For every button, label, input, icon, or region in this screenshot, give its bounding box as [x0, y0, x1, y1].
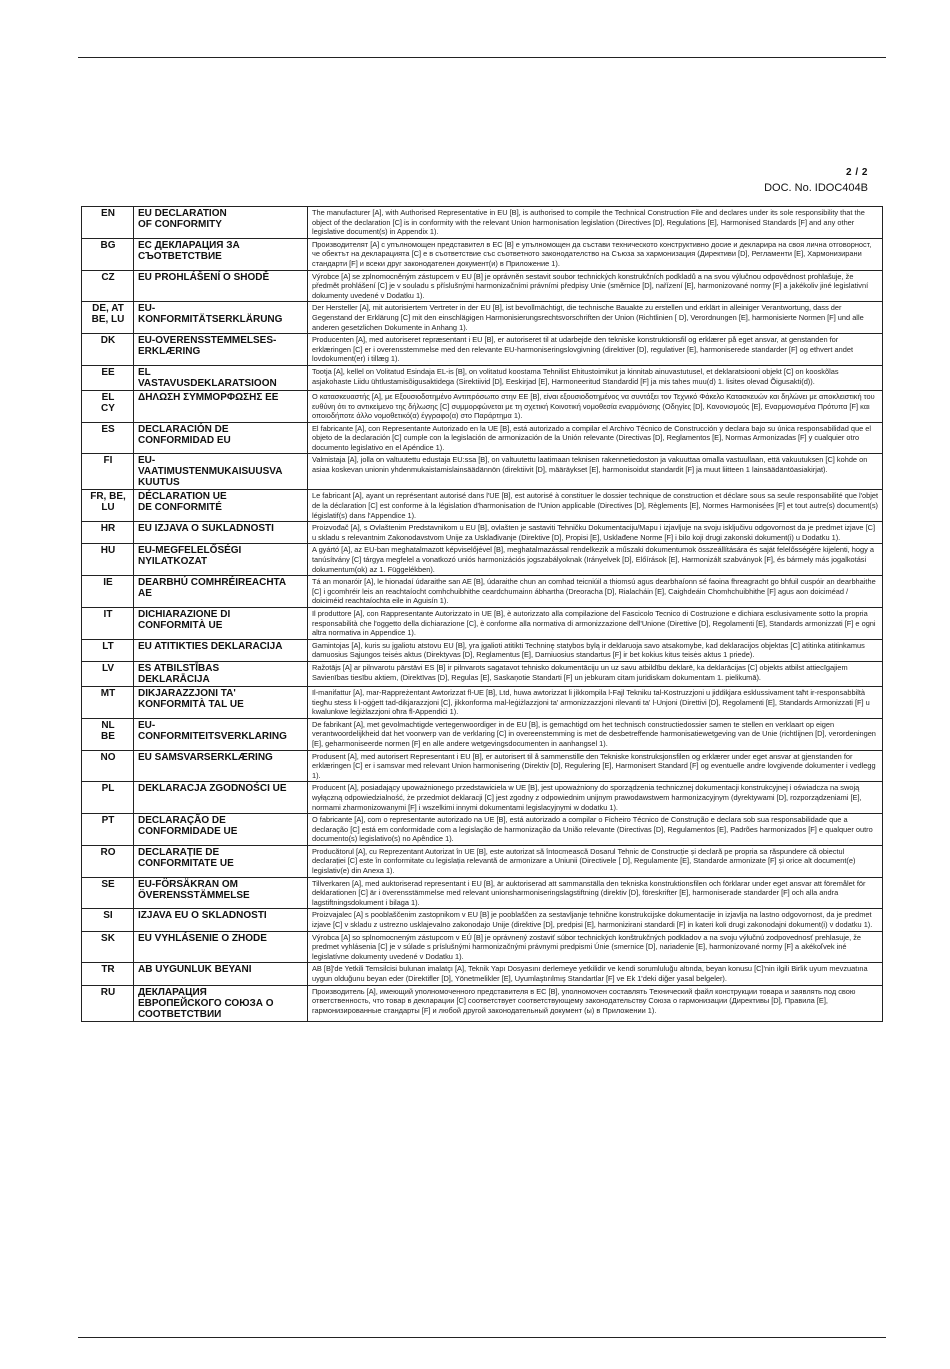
language-code: PL: [82, 782, 134, 814]
declaration-title: DECLARAȚIE DE CONFORMITATE UE: [134, 845, 308, 877]
table-row: [82, 490, 883, 522]
declaration-text: Gamintojas [A], kuris su įgaliotu atstovu EU [B], yra įgalioti atitikti Techninę statybos bylą ir deklaruoja savo atsakomybe, kad deklaracijos objektas [C] atitinka atitinkamus damuosius Sąjungos teisės aktus (Direktyvas [D], Reglamentus [E], Darniuosius standartus [F] ir bet kokius kitus teisės aktus 1 priede).: [308, 639, 883, 661]
table-row: [82, 544, 883, 576]
declaration-title: IZJAVA EU O SKLADNOSTI: [134, 909, 308, 931]
declaration-title: DICHIARAZIONE DI CONFORMITÀ UE: [134, 608, 308, 640]
declaration-text: De fabrikant [A], met gevolmachtigde vertegenwoordiger in de EU [B], is gemachtigd om het technisch constructiedossier samen te stellen en verklaart op eigen verantwoordelijkheid dat het voorwerp van de verklaring [C] in overeenstemming is met de desbetreffende harmonisatiewetgeving van de Unie (richtlijnen [D], verordeningen [E], geharmoniseerde normen [F] en alle andere wetgevingsdocumenten in aanhangsel 1).: [308, 718, 883, 750]
table-row: [82, 877, 883, 909]
declaration-text: A gyártó [A], az EU-ban meghatalmazott képviselőjével [B], meghatalmazással rendelkezik a műszaki dokumentumok összeállítására és saját felelősségére kijelenti, hogy a tanúsítvány [C] tárgya megfelel a vonatkozó uniós harmonizációs jogszabályoknak (Irányelvek [D], Előírások [E], Harmonizált szabványok [F], és bármely más jogalkotási dokumentum(ok) az 1. Függelékben).: [308, 544, 883, 576]
declaration-text: Tillverkaren [A], med auktoriserad representant i EU [B], är auktoriserad att sammanställa den tekniska konstruktionsfilen och förklarar under eget ansvar att föremålet för deklarationen [C] är i överensstämmelse med relevant unionsharmoniseringslagstiftning (direktiv [D], föreskrifter [E], harmoniserade standarder [F] och alla andra lagstiftningsdokument i bilaga 1).: [308, 877, 883, 909]
declaration-title: EU ATITIKTIES DEKLARACIJA: [134, 639, 308, 661]
declaration-text: Valmistaja [A], jolla on valtuutettu edustaja EU:ssa [B], on valtuutettu laatimaan teknisen rakennetiedoston ja vakuuttaa omalla vastuullaan, että vakuutuksen [C] kohde on asiaa koskevan unionin yhdenmukaistamislainsäädännön (direktiivit [D], määräykset [E], harmonisoidut standardit [F] ja muut liitteen 1 lainsäädäntöasiakirjat).: [308, 454, 883, 490]
table-row: [82, 390, 883, 422]
declaration-text: Der Hersteller [A], mit autorisiertem Vertreter in der EU [B], ist bevollmächtigt, die technische Bauakte zu erstellen und erklärt in alleiniger Verantwortung, dass der Gegenstand der Erklärung [C] mit den einschlägigen Harmonisierungsrechtsvorschriften der Union (Richtlinien [ D], Verordnungen [E], harmonisierte Normen [F] und alle anderen gesetzlichen Dokumente in Anhang 1).: [308, 302, 883, 334]
declaration-text: Il-manifattur [A], mar-Rappreżentant Awtorizzat fl-UE [B], Ltd, huwa awtorizzat li jikkompila l-Fajl Tekniku tal-Kostruzzjoni u jiddikjara esklussivament taħt ir-responsabbiltà tiegħu stess li l-oġġett tad-dikjarazzjoni [C], jikkonforma mal-leġiżlazzjoni ta' armonizzazzjoni rilevanti ta' l-Unjoni (Direttivi [D], Regolamenti [E], Standards Armonizzati [F] u kwalunkwe leġiżlazzjoni oħra fl-Appendiċi 1).: [308, 686, 883, 718]
declaration-text: Producent [A], posiadający upoważnionego przedstawiciela w UE [B], jest upoważniony do sporządzenia technicznej dokumentacji konstrukcyjnej i oświadcza na swoją wyłączną odpowiedzialność, że przedmiot deklaracji [C] jest zgodny z odpowiednim unijnym prawodawstwem harmonizacyjnym (dyrektywami [D], rozporządzeniami [E], normami zharmonizowanymi [F] i wszelkimi innymi dokumentami legislacyjnymi w dodatku 1).: [308, 782, 883, 814]
declaration-text: Ražotājs [A] ar pilnvarotu pārstāvi ES [B] ir pilnvarots sagatavot tehnisko dokumentāciju un uz savu atbildību deklarē, ka deklarācijas [C] objekts atbilst attiecīgajiem Savienības tiesību aktiem, (Direktīvas [D], Regulas [E], Saskaņotie Standarti [F] un jebkuram citam juridiskam dokumentam 1. pielikumā).: [308, 661, 883, 686]
language-code: EL CY: [82, 390, 134, 422]
declaration-title: DEKLARACJA ZGODNOŚCI UE: [134, 782, 308, 814]
declaration-text: Producenten [A], med autoriseret repræsentant i EU [B], er autoriseret til at udarbejde den tekniske konstruktionsfil og erklærer på eget ansvar, at genstanden for erklæringen [C] er i overensstemmelse med den relevante EU-harmoniseringslovgivning (direktiver [D], regulativer [E], harmoniserede standarder [F] og ethvert andet lovdokument(er) i tillæg 1).: [308, 334, 883, 366]
declaration-title: EU DECLARATION OF CONFORMITY: [134, 207, 308, 239]
table-row: [82, 661, 883, 686]
top-rule: [78, 57, 886, 58]
table-row: [82, 334, 883, 366]
declaration-title: EU IZJAVA O SUKLADNOSTI: [134, 522, 308, 544]
language-code: FR, BE, LU: [82, 490, 134, 522]
language-code: ES: [82, 422, 134, 454]
table-row: [82, 718, 883, 750]
declaration-title: EU- KONFORMITÄTSERKLÄRUNG: [134, 302, 308, 334]
table-row: [82, 422, 883, 454]
declaration-title: ΔΗΛΩΣΗ ΣΥΜΜΟΡΦΩΣΗΣ ΕΕ: [134, 390, 308, 422]
table-row: [82, 782, 883, 814]
language-code: LT: [82, 639, 134, 661]
declaration-title: EU- VAATIMUSTENMUKAISUUSVA KUUTUS: [134, 454, 308, 490]
table-row: [82, 238, 883, 270]
language-code: PT: [82, 814, 134, 846]
language-code: IE: [82, 576, 134, 608]
declaration-text: Proizvajalec [A] s pooblaščenim zastopnikom v EU [B] je pooblaščen za sestavljanje tehnične konstrukcijske dokumentacije in izjavlja na lastno odgovornost, da je predmet izjave [C] v skladu z ustrezno usklajevalno zakonodajo Unije (direktive [D], predpisi [E], harmonizirani standardi [F] in kateri koli drugi zakonodajni dokument(i) v dodatku 1).: [308, 909, 883, 931]
table-row: [82, 270, 883, 302]
language-code: RU: [82, 985, 134, 1021]
declaration-title: EU-FÖRSÄKRAN OM ÖVERENSSTÄMMELSE: [134, 877, 308, 909]
declarations-table: [81, 206, 883, 1022]
language-code: LV: [82, 661, 134, 686]
declaration-text: Le fabricant [A], ayant un représentant autorisé dans l'UE [B], est autorisé à constituer le dossier technique de construction et déclare sous sa seule responsabilité que l'objet de la déclaration [C] est conforme à la législation d'harmonisation de l'Union applicable (Directives [D], Règlements [E], Normes Harmonisées [F] et tout autre(s) document(s) législatif(s) dans l'Appendice 1).: [308, 490, 883, 522]
declaration-text: Производитель [A], имеющий уполномоченного представителя в ЕС [B], уполномочен составлять Технический файл конструкции товара и заявлять под свою ответственность, что товар в декларации [C] соответствует соответствующему законодательству Союза о гармонизации (Директивы [D], Правила [E], гармонизированные стандарты [F] и любой другой законодательный документ (ы) в Приложении 1).: [308, 985, 883, 1021]
language-code: EN: [82, 207, 134, 239]
table-row: [82, 985, 883, 1021]
language-code: HR: [82, 522, 134, 544]
declarations-table-body: [82, 207, 883, 1022]
declaration-text: O fabricante [A], com o representante autorizado na UE [B], está autorizado a compilar o Ficheiro Técnico de Construção e declara sob sua responsabilidade que a declaração [C] está em conformidade com a legislação de harmonização da União relevante (Directivas [D], Regulamentos [E], Padrões harmonizados [F] e qualquer outro documento(s) legislativo(s) no Apêndice 1).: [308, 814, 883, 846]
language-code: DE, AT BE, LU: [82, 302, 134, 334]
table-row: [82, 909, 883, 931]
declaration-text: Производителят [A] с упълномощен представител в ЕС [B] е упълномощен да състави техническото конструктивно досие и декларира на своя лична отговорност, че обектът на декларацията [C] е в съответствие със съответното законодателство на Съюза за хармонизация (Директиви [D], Регламенти [E], Хармонизирани стандарти [F] и всеки друг законодателен документ(и) в Приложение 1).: [308, 238, 883, 270]
table-row: [82, 931, 883, 963]
declaration-title: AB UYGUNLUK BEYANI: [134, 963, 308, 985]
declaration-title: DECLARAÇÃO DE CONFORMIDADE UE: [134, 814, 308, 846]
language-code: FI: [82, 454, 134, 490]
declaration-text: Producătorul [A], cu Reprezentant Autorizat în UE [B], este autorizat să întocmească Dosarul Tehnic de Construcție și declară pe propria sa răspundere că obiectul declarației [C] este în conformitate cu legislația relevantă de armonizare a Uniunii (Directivele [ D], Regulamente [E], Standarde armonizate [F] și orice alt document(e) legislativ(e) din Anexa 1).: [308, 845, 883, 877]
declaration-title: DEARBHÚ COMHRÉIREACHTA AE: [134, 576, 308, 608]
language-code: CZ: [82, 270, 134, 302]
declaration-title: ДЕКЛАРАЦИЯ ЕВРОПЕЙСКОГО СОЮЗА О СООТВЕТСТВИИ: [134, 985, 308, 1021]
declaration-text: The manufacturer [A], with Authorised Representative in EU [B], is authorised to compile the Technical Construction File and declares under its sole responsibility that the object of the declaration [C] is in conformity with the relevant Union harmonisation legislation (Directives [D], Regulations [E], Harmonised Standards [F] and any other legislative document(s) in Appendix 1).: [308, 207, 883, 239]
declaration-text: Il produttore [A], con Rappresentante Autorizzato in UE [B], è autorizzato alla compilazione del Fascicolo Tecnico di Costruzione e dichiara esclusivamente sotto la propria responsabilità che l'oggetto della dichiarazione [C], è conforme alla normativa di armonizzazione dell'Unione (Direttive [D], Regolamenti [E], Standards armonizzati [F] e ogni altra normativa in Appendice 1).: [308, 608, 883, 640]
language-code: MT: [82, 686, 134, 718]
language-code: TR: [82, 963, 134, 985]
table-row: [82, 639, 883, 661]
declaration-title: ES ATBILSTĪBAS DEKLARĀCIJA: [134, 661, 308, 686]
declaration-text: Výrobce [A] se zplnomocněným zástupcem v EU [B] je oprávněn sestavit soubor technických konstrukčních podkladů a na svou výlučnou odpovědnost prohlašuje, že předmět prohlášení [C] je v souladu s příslušnými harmonizačními právními předpisy Unie (směrnice [D], nařízení [E], harmonizované normy [F] a jakékoliv jiné legislativní dokumenty uvedené v Dodatku 1).: [308, 270, 883, 302]
table-row: [82, 686, 883, 718]
table-row: [82, 207, 883, 239]
table-row: [82, 750, 883, 782]
language-code: NL BE: [82, 718, 134, 750]
declaration-title: ЕС ДЕКЛАРАЦИЯ ЗА СЪОТВЕТСТВИЕ: [134, 238, 308, 270]
declaration-text: Výrobca [A] so splnomocneným zástupcom v EÚ [B] je oprávnený zostaviť súbor technických konštrukčných podkladov a na svoju výlučnú zodpovednosť prehlasuje, že predmet vyhlásenia [C] je v súlade s príslušnými harmonizačnými právnymi predpismi Únie (smernice [D], nariadenie [E], harmonizované normy [F] a akékoľvek iné legislatívne dokumenty uvedené v Dodatku 1).: [308, 931, 883, 963]
declaration-text: Tootja [A], kellel on Volitatud Esindaja EL-is [B], on volitatud koostama Tehnilist Ehitustoimikut ja kinnitab ainuvastutusel, et deklaratsiooni objekt [C] on kooskõlas asjakohaste Liidu ühtlustamisõigusaktidega (Sirektiivid [D], Eeskirjad [E], Harmoneeritud Standardid [F] ja mis tahes muu(d) 1. lisites olevad Õigusakti(d)).: [308, 365, 883, 390]
table-row: [82, 454, 883, 490]
table-row: [82, 365, 883, 390]
language-code: DK: [82, 334, 134, 366]
language-code: RO: [82, 845, 134, 877]
table-row: [82, 576, 883, 608]
bottom-rule: [78, 1337, 886, 1338]
table-row: [82, 522, 883, 544]
language-code: NO: [82, 750, 134, 782]
declaration-title: DÉCLARATION UE DE CONFORMITÉ: [134, 490, 308, 522]
declaration-title: EL VASTAVUSDEKLARATSIOON: [134, 365, 308, 390]
declaration-title: EU- CONFORMITEITSVERKLARING: [134, 718, 308, 750]
declaration-text: Tá an monaróir [A], le hionadaí údaraithe san AE [B], údaraithe chun an comhad teicniúil a thiomsú agus dearbhaíonn sé faoina fhreagracht go bhfuil cuspóir an dearbhaithe [C] i gcomhréir leis an reachtaíocht comhchuibhithe ceardchumainn ábhartha (Dreoracha [D], Rialacháin [E], Caighdeáin Chomhchuibhithe [F] agus aon doiciméad / doiciméid reachtaíochta eile in Aguisín 1).: [308, 576, 883, 608]
table-row: [82, 608, 883, 640]
language-code: BG: [82, 238, 134, 270]
document-number: DOC. No. IDOC404B: [764, 182, 868, 194]
declaration-title: DECLARACIÓN DE CONFORMIDAD EU: [134, 422, 308, 454]
declaration-title: EU SAMSVARSERKLÆRING: [134, 750, 308, 782]
table-row: [82, 963, 883, 985]
declaration-title: DIKJARAZZJONI TA' KONFORMITÀ TAL UE: [134, 686, 308, 718]
table-row: [82, 814, 883, 846]
language-code: SE: [82, 877, 134, 909]
language-code: HU: [82, 544, 134, 576]
declaration-title: EU PROHLÁŠENÍ O SHODĚ: [134, 270, 308, 302]
language-code: SK: [82, 931, 134, 963]
declaration-text: Proizvođač [A], s Ovlaštenim Predstavnikom u EU [B], ovlašten je sastaviti Tehničku Dokumentaciju/Mapu i izjavljuje na svoju isključivu odgovornost da je predmet izjave [C] u skladu s relevantnim Zakonodavstvom Unije za Usklađivanje (Direktive [D], Propisi [E], Usklađene Norme [F] i bilo koji drugi zakonski dokument(i) u Dodatku 1).: [308, 522, 883, 544]
declaration-title: EU-MEGFELELŐSÉGI NYILATKOZAT: [134, 544, 308, 576]
table-row: [82, 845, 883, 877]
table-row: [82, 302, 883, 334]
declaration-text: Produsent [A], med autorisert Representant i EU [B], er autorisert til å sammenstille den Tekniske konstruksjonsfilen og erklærer under eget ansvar at gjenstanden for erklæringen [C] er i samsvar med relevant Union harmonisering (Direktiv [D], Regulering [E], Harmonisert Standard [F] og eventuelle andre lovgivende dokumenter i vedlegg 1).: [308, 750, 883, 782]
declaration-title: EU-OVERENSSTEMMELSES- ERKLÆRING: [134, 334, 308, 366]
declaration-text: El fabricante [A], con Representante Autorizado en la UE [B], está autorizado a compilar el Archivo Técnico de Construcción y declara bajo su única responsabilidad que el objeto de la declaración [C] cumple con la legislación de armonización de la Unión relevante (Directivas [D], Reglamentos [E], Normas Armonizadas [F] y cualquier otro documento legislativo en el Apéndice 1).: [308, 422, 883, 454]
language-code: EE: [82, 365, 134, 390]
language-code: IT: [82, 608, 134, 640]
declaration-text: AB [B]'de Yetkili Temsilcisi bulunan imalatçı [A], Teknik Yapı Dosyasını derlemeye yetkilidir ve kendi sorumluluğu altında, beyan konusu [C]'nin ilgili Birlik uyum mevzuatına uygun olduğunu beyan eder (Direktifler [D], Yönetmelikler [E], Uyumlaştırılmış Standartlar [F] ve Ek 1'deki diğer yasal belgeler).: [308, 963, 883, 985]
language-code: SI: [82, 909, 134, 931]
page-number: 2 / 2: [846, 167, 868, 178]
declaration-title: EU VYHLÁSENIE O ZHODE: [134, 931, 308, 963]
declaration-text: Ο κατασκευαστής [A], με Εξουσιοδοτημένο Αντιπρόσωπο στην ΕΕ [B], είναι εξουσιοδοτημένος να συντάξει τον Τεχνικό Φάκελο Κατασκευών και δηλώνει με αποκλειστική του ευθύνη ότι το αντικείμενο της δήλωσης [C] συμμορφώνεται με τη σχετική Κοινοτική νομοθεσία εναρμόνισης (Οδηγίες [D], Κανονισμούς [E], Εναρμονισμένα Πρότυπα [F] και οποιοδήποτε άλλο νομοθετικό(α) έγγραφο(α) στο Παράρτημα 1).: [308, 390, 883, 422]
